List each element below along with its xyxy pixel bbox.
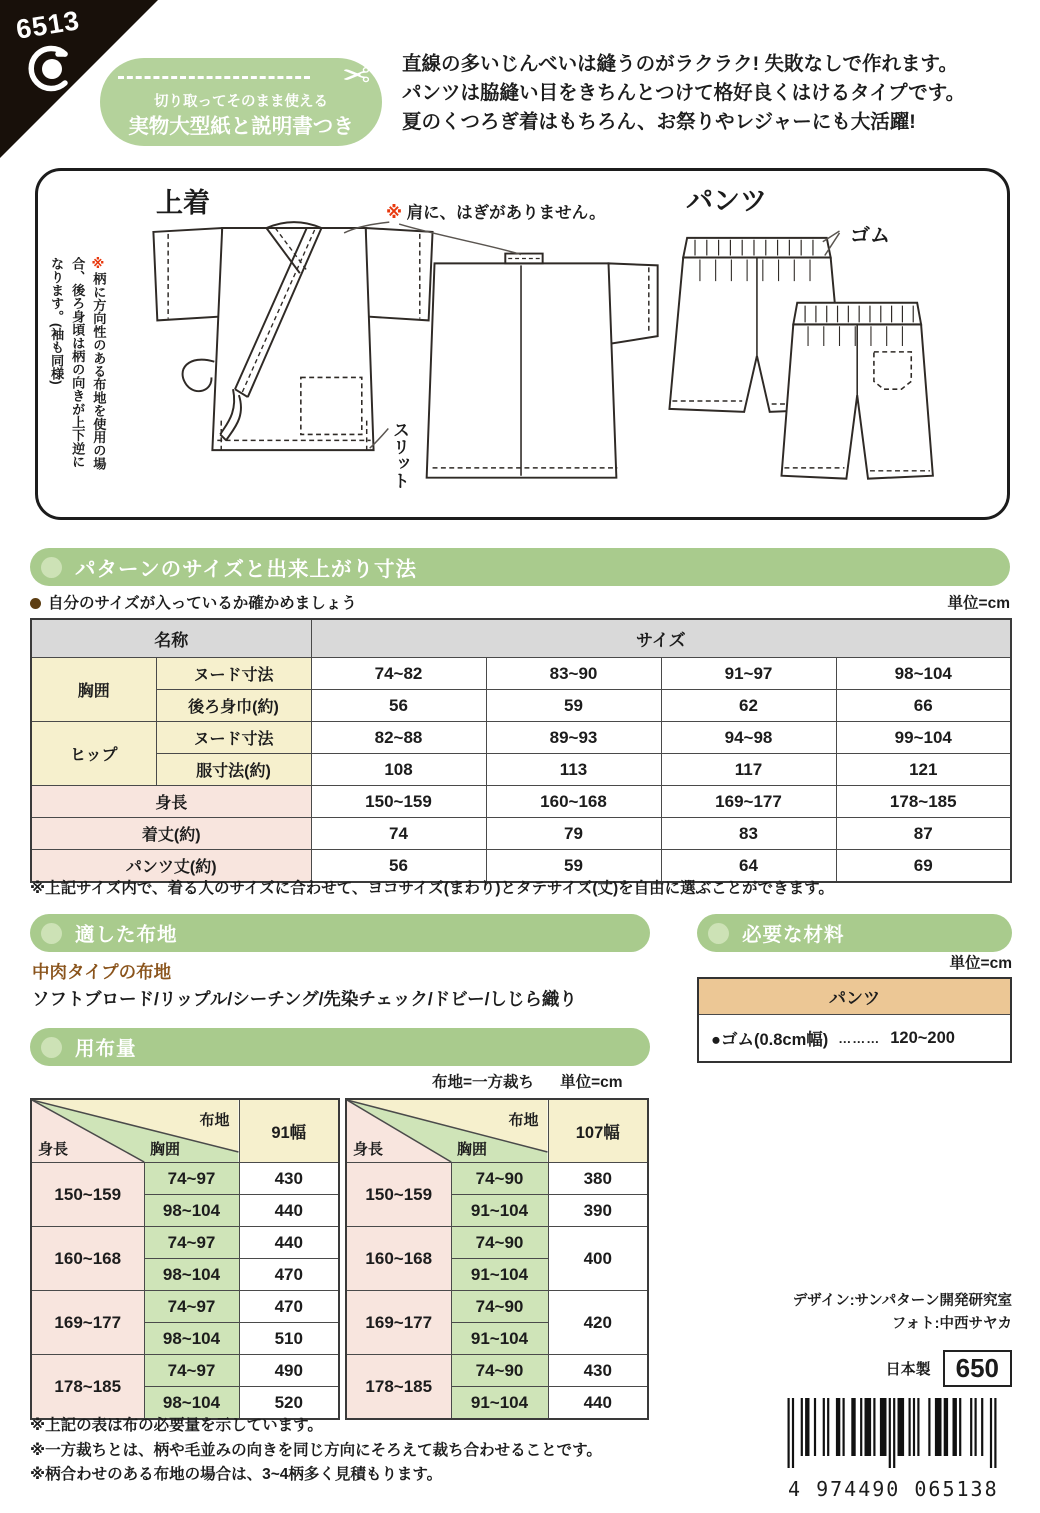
table-row: 91~104 390 [346, 1195, 648, 1227]
yardage-table-91 [30, 1098, 340, 1420]
table-row: 178~185 74~90 430 [346, 1355, 648, 1387]
brand-logo-icon [24, 42, 78, 96]
corner-height-label: 身長 [38, 1141, 69, 1158]
credits [793, 1290, 1012, 1336]
scissors-icon: ✂ [341, 57, 370, 95]
materials-value: 120~200 [890, 1028, 955, 1047]
barcode-bars [786, 1398, 998, 1470]
table-row: 98~104 470 [31, 1259, 339, 1291]
yardage-note-3: ※柄合わせのある布地の場合は、3~4柄多く見積もります。 [30, 1466, 443, 1483]
materials-table [697, 977, 1012, 1063]
bullet-icon [30, 598, 41, 609]
cut-line [118, 76, 310, 79]
table-row: パンツ丈(約) 56 59 64 69 [31, 850, 1011, 883]
made-in-price [886, 1350, 1012, 1387]
table-row: ヒップ ヌード寸法 82~88 89~93 94~98 99~104 [31, 722, 1011, 754]
size-unit: 単位=cm [947, 595, 1010, 612]
design-credit: デザイン:サンパターン開発研究室 [792, 1293, 1012, 1309]
intro-line2: パンツは脇縫い目をきちんとつけて格好良くはけるタイプです。 [402, 82, 966, 104]
table-header-row [346, 1099, 648, 1163]
table-row: 160~168 74~97 440 [31, 1227, 339, 1259]
slit-label: スリット [390, 421, 409, 489]
asterisk-mark: ※ [91, 257, 107, 272]
table-row: 服寸法(約) 108 113 117 121 [31, 754, 1011, 786]
merged-value-cell: 400 [548, 1227, 648, 1291]
size-table [30, 618, 1012, 883]
materials-unit: 単位=cm [949, 955, 1012, 972]
fabric-section-bar [30, 914, 650, 952]
badge-line1: 切り取ってそのまま使える [154, 94, 328, 110]
size-section-title: パターンのサイズと出来上がり寸法 [75, 558, 417, 581]
width-header: 91幅 [239, 1099, 339, 1163]
chest-label: 胸囲 [31, 658, 156, 722]
bar-bullet-icon [708, 923, 729, 944]
table-row: 98~104 440 [31, 1195, 339, 1227]
size-note: ※上記サイズ内で、着る人のサイズに合わせて、ヨコサイズ(まわり)とタテサイズ(丈)を自由に選ぶことができます。 [30, 880, 834, 897]
table-row: 91~104 [346, 1259, 648, 1291]
materials-row [699, 1015, 1010, 1061]
diagonal-header [31, 1099, 239, 1163]
corner-chest-label: 胸囲 [457, 1141, 488, 1158]
table-row: 150~159 74~97 430 [31, 1163, 339, 1195]
name-header: 名称 [31, 619, 311, 658]
yardage-unit: 単位=cm [560, 1074, 623, 1091]
table-row: 後ろ身巾(約) 56 59 62 66 [31, 690, 1011, 722]
table-row: 160~168 74~90 400 [346, 1227, 648, 1259]
intro-line1: 直線の多いじんべいは縫うのがラクラク! 失敗なしで作れます。 [402, 53, 958, 75]
yardage-notes [30, 1414, 602, 1488]
cut-method-note: 布地=一方裁ち [432, 1074, 535, 1091]
corner-fabric-label: 布地 [508, 1112, 539, 1129]
leader-dots: ……… [838, 1030, 881, 1046]
shoulder-note: ※ 肩に、はぎがありません。 [386, 204, 606, 222]
asterisk-mark: ※ [386, 204, 403, 222]
table-row: 91~104 440 [346, 1387, 648, 1420]
size-header: サイズ [311, 619, 1011, 658]
pattern-number: 6513 [13, 5, 82, 45]
yardage-caption [432, 1070, 623, 1092]
garment-diagram-box [35, 168, 1010, 520]
width-header: 107幅 [548, 1099, 648, 1163]
materials-item: ●ゴム(0.8cm幅) [711, 1031, 829, 1049]
table-header-row [31, 619, 1011, 658]
price-badge: 650 [943, 1350, 1012, 1387]
made-in-label: 日本製 [885, 1361, 931, 1378]
yardage-section-bar [30, 1028, 650, 1066]
size-caption-row [30, 591, 1010, 613]
table-row: 胸囲 ヌード寸法 74~82 83~90 91~97 98~104 [31, 658, 1011, 690]
table-row: 169~177 74~90 420 [346, 1291, 648, 1323]
hip-label: ヒップ [31, 722, 156, 786]
fabric-section-title: 適した布地 [75, 924, 178, 946]
size-check-note: 自分のサイズが入っているか確かめましょう [30, 591, 357, 613]
elastic-label: ゴム [850, 225, 890, 247]
bar-bullet-icon [41, 923, 62, 944]
materials-section-bar [697, 914, 1012, 952]
fabric-direction-note: ※柄に方向性のある布地を使用の場合、後ろ身頃は柄の向きが上下逆になります。(袖も同様) [49, 257, 107, 470]
corner-chest-label: 胸囲 [150, 1141, 181, 1158]
intro-copy [402, 50, 1002, 137]
table-row: 身長 150~159 160~168 169~177 178~185 [31, 786, 1011, 818]
merged-value-cell: 420 [548, 1291, 648, 1355]
barcode-digits: 4 974490 065138 [788, 1477, 999, 1501]
table-row: 169~177 74~97 470 [31, 1291, 339, 1323]
intro-line3: 夏のくつろぎ着はもちろん、お祭りやレジャーにも大活躍! [402, 111, 916, 133]
fabric-type: 中肉タイプの布地 [32, 962, 172, 982]
yardage-note-2: ※一方裁ちとは、柄や毛並みの向きを同じ方向にそろえて裁ち合わせることです。 [30, 1441, 602, 1459]
table-row: 150~159 74~90 380 [346, 1163, 648, 1195]
jacket-label: 上着 [156, 188, 210, 218]
materials-table-header: パンツ [699, 979, 1010, 1015]
yardage-section-title: 用布量 [75, 1038, 137, 1060]
table-row: 98~104 510 [31, 1323, 339, 1355]
yardage-note-1: ※上記の表は布の必要量を示しています。 [30, 1417, 323, 1434]
fabric-list: ソフトブロード/リップル/シーチング/先染チェック/ドビー/しじら織り [32, 989, 577, 1009]
photo-credit: フォト:中西サヤカ [891, 1316, 1012, 1332]
corner-height-label: 身長 [353, 1141, 384, 1158]
table-row: 着丈(約) 74 79 83 87 [31, 818, 1011, 850]
barcode [786, 1398, 1021, 1501]
bar-bullet-icon [41, 1037, 62, 1058]
badge-line2: 実物大型紙と説明書つき [128, 115, 354, 138]
corner-fabric-label: 布地 [199, 1112, 230, 1129]
yardage-table-107 [345, 1098, 649, 1420]
bar-bullet-icon [41, 557, 62, 578]
size-section-bar [30, 548, 1010, 586]
table-header-row [31, 1099, 339, 1163]
table-row: 178~185 74~97 490 [31, 1355, 339, 1387]
diagonal-header [346, 1099, 548, 1163]
materials-section-title: 必要な材料 [742, 924, 845, 946]
table-row: 91~104 [346, 1323, 648, 1355]
table-row: 98~104 520 [31, 1387, 339, 1420]
pants-label: パンツ [686, 186, 767, 216]
pattern-included-badge [100, 58, 382, 146]
